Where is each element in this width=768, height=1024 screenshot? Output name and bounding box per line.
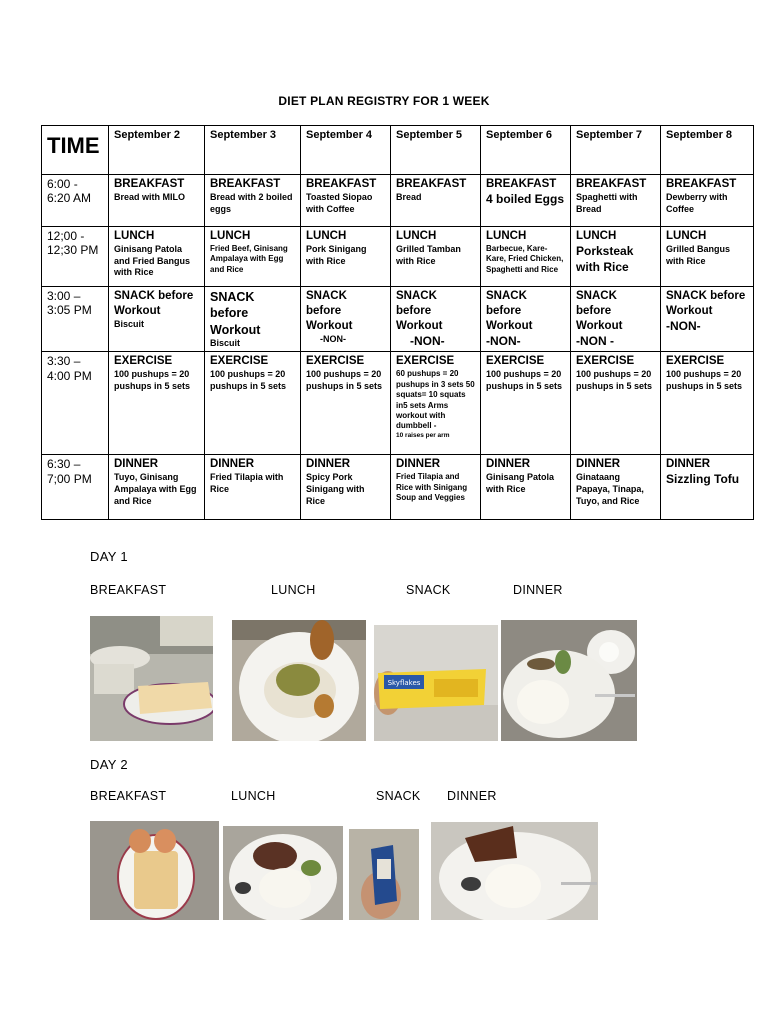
plan-cell bbox=[481, 175, 571, 227]
meal-label: DINNER bbox=[114, 458, 159, 471]
meal-label: SNACK before Workout bbox=[396, 290, 443, 332]
food-text: -NON- bbox=[486, 333, 521, 348]
day-1-label: DAY 1 bbox=[90, 549, 128, 564]
plan-cell bbox=[571, 175, 661, 227]
plan-cell bbox=[571, 287, 661, 352]
food-text: 100 pushups = 20 pushups in 5 sets bbox=[306, 369, 383, 392]
meal-label: LUNCH bbox=[666, 230, 707, 242]
date-sep-7: September 7 bbox=[576, 129, 643, 141]
plan-cell bbox=[391, 352, 481, 455]
meal-label: EXERCISE bbox=[396, 355, 455, 368]
date-sep-3: September 3 bbox=[210, 129, 277, 141]
food-text: -NON- bbox=[320, 333, 346, 344]
meal-label: BREAKFAST bbox=[306, 178, 377, 190]
food-text: Grilled Bangus with Rice bbox=[666, 243, 731, 266]
date-sep-4: September 4 bbox=[306, 129, 373, 141]
meal-label: LUNCH bbox=[486, 230, 527, 242]
meal-label: LUNCH bbox=[210, 230, 251, 242]
food-text: Fried Beef, Ginisang Ampalaya with Egg and Rice bbox=[210, 243, 288, 274]
food-text: Spicy Pork Sinigang with Rice bbox=[306, 472, 365, 506]
meal-label: LUNCH bbox=[576, 230, 617, 242]
plan-cell bbox=[109, 287, 205, 352]
plan-cell bbox=[205, 455, 301, 520]
plan-cell bbox=[109, 175, 205, 227]
plan-cell bbox=[661, 455, 754, 520]
plan-cell bbox=[205, 287, 301, 352]
plan-cell bbox=[571, 227, 661, 287]
day-2-snack-label: SNACK bbox=[376, 789, 421, 803]
food-text: Toasted Siopao with Coffee bbox=[306, 191, 373, 214]
food-text: Fried Tilapia and Rice with Sinigang Soup and Veggies bbox=[396, 472, 468, 503]
day-2-dinner-photo bbox=[431, 822, 598, 920]
day-2-lunch-photo bbox=[223, 826, 343, 920]
meal-label: DINNER bbox=[486, 458, 531, 471]
time-cell: 12;00 - 12;30 PM bbox=[42, 227, 109, 287]
meal-label: BREAKFAST bbox=[486, 178, 557, 190]
day-1-lunch-label: LUNCH bbox=[271, 583, 316, 597]
dinner-row bbox=[42, 455, 754, 520]
plan-cell bbox=[301, 352, 391, 455]
snack-pack-text: Skyflakes bbox=[387, 679, 421, 687]
meal-label: LUNCH bbox=[396, 230, 437, 242]
plan-cell bbox=[205, 352, 301, 455]
day-1-dinner-label: DINNER bbox=[513, 583, 563, 597]
meal-label: EXERCISE bbox=[114, 355, 173, 368]
time-cell: 3:00 – 3:05 PM bbox=[42, 287, 109, 352]
food-text: Ginisang Patola with Rice bbox=[486, 472, 555, 495]
meal-label: EXERCISE bbox=[210, 355, 269, 368]
meal-label: SNACK before Workout bbox=[486, 290, 533, 332]
day-2-breakfast-photo bbox=[90, 821, 219, 920]
day-2-lunch-label: LUNCH bbox=[231, 789, 276, 803]
day-2-snack-photo bbox=[349, 829, 419, 920]
meal-label: DINNER bbox=[210, 458, 255, 471]
food-text: -NON- bbox=[666, 318, 701, 333]
meal-label: EXERCISE bbox=[666, 355, 725, 368]
plan-cell bbox=[661, 352, 754, 455]
day-2-dinner-label: DINNER bbox=[447, 789, 497, 803]
food-text: Bread bbox=[396, 191, 422, 202]
date-sep-8: September 8 bbox=[666, 129, 733, 141]
food-text: Sizzling Tofu bbox=[666, 472, 740, 487]
date-cell bbox=[661, 126, 754, 175]
meal-label: BREAKFAST bbox=[114, 178, 185, 190]
meal-label: DINNER bbox=[306, 458, 351, 471]
date-sep-2: September 2 bbox=[114, 129, 181, 141]
plan-cell bbox=[109, 352, 205, 455]
exercise-row bbox=[42, 352, 754, 455]
lunch-row bbox=[42, 227, 754, 287]
day-1-lunch-photo bbox=[232, 620, 366, 741]
header-row bbox=[42, 126, 754, 175]
food-text: 4 boiled Eggs bbox=[486, 191, 565, 206]
day-2-label: DAY 2 bbox=[90, 757, 128, 772]
date-cell bbox=[109, 126, 205, 175]
food-text: 100 pushups = 20 pushups in 5 sets bbox=[210, 369, 287, 392]
plan-cell bbox=[109, 455, 205, 520]
meal-label: EXERCISE bbox=[306, 355, 365, 368]
date-cell bbox=[301, 126, 391, 175]
meal-label: SNACK before Workout bbox=[114, 290, 194, 317]
plan-cell bbox=[205, 227, 301, 287]
day-1-dinner-photo bbox=[501, 620, 637, 741]
snack-row bbox=[42, 287, 754, 352]
document-title: DIET PLAN REGISTRY FOR 1 WEEK bbox=[278, 94, 490, 108]
plan-cell bbox=[301, 175, 391, 227]
food-text: Porksteak with Rice bbox=[576, 243, 634, 274]
meal-label: SNACK before Workout bbox=[666, 290, 746, 317]
plan-cell bbox=[301, 227, 391, 287]
food-text: Tuyo, Ginisang Ampalaya with Egg and Rice bbox=[114, 472, 197, 506]
food-text: Bread with MILO bbox=[114, 191, 186, 202]
meal-label: SNACK before Workout bbox=[576, 290, 623, 332]
day-1-breakfast-photo bbox=[90, 616, 213, 741]
meal-label: DINNER bbox=[396, 458, 441, 471]
plan-cell bbox=[481, 455, 571, 520]
meal-label: BREAKFAST bbox=[396, 178, 467, 190]
food-text: Bread with 2 boiled eggs bbox=[210, 191, 293, 214]
food-text: Fried Tilapia with Rice bbox=[210, 472, 284, 495]
food-text: -NON- bbox=[410, 333, 445, 348]
date-cell bbox=[481, 126, 571, 175]
date-cell bbox=[571, 126, 661, 175]
plan-cell bbox=[391, 227, 481, 287]
meal-label: SNACK before Workout bbox=[210, 290, 261, 337]
plan-cell bbox=[481, 287, 571, 352]
day-2-breakfast-label: BREAKFAST bbox=[90, 789, 167, 803]
food-text: Spaghetti with Bread bbox=[576, 191, 638, 214]
meal-label: SNACK before Workout bbox=[306, 290, 353, 332]
plan-cell bbox=[571, 455, 661, 520]
time-header-cell bbox=[42, 126, 109, 175]
plan-cell bbox=[661, 227, 754, 287]
plan-cell bbox=[481, 352, 571, 455]
food-text: Barbecue, Kare-Kare, Fried Chicken, Spaghetti and Rice bbox=[486, 243, 564, 274]
food-text: Ginisang Patola and Fried Bangus with Rice bbox=[114, 243, 191, 278]
plan-cell bbox=[391, 175, 481, 227]
food-text: 100 pushups = 20 pushups in 5 sets bbox=[114, 369, 191, 392]
plan-cell bbox=[205, 175, 301, 227]
meal-label: LUNCH bbox=[306, 230, 347, 242]
food-text: Biscuit bbox=[114, 318, 145, 329]
food-text: 100 pushups = 20 pushups in 5 sets bbox=[486, 369, 563, 392]
date-cell bbox=[205, 126, 301, 175]
meal-label: DINNER bbox=[576, 458, 621, 471]
meal-label: LUNCH bbox=[114, 230, 155, 242]
meal-label: BREAKFAST bbox=[210, 178, 281, 190]
food-note: 10 raises per arm bbox=[396, 431, 450, 439]
day-1-snack-photo bbox=[374, 625, 498, 741]
time-cell: 3:30 – 4:00 PM bbox=[42, 352, 109, 455]
time-cell: 6:00 - 6:20 AM bbox=[42, 175, 109, 227]
food-text: Pork Sinigang with Rice bbox=[306, 243, 367, 266]
date-sep-5: September 5 bbox=[396, 129, 463, 141]
day-1-snack-label: SNACK bbox=[406, 583, 451, 597]
meal-label: EXERCISE bbox=[486, 355, 545, 368]
plan-cell bbox=[481, 227, 571, 287]
plan-cell bbox=[301, 455, 391, 520]
day-1-breakfast-label: BREAKFAST bbox=[90, 583, 167, 597]
meal-label: BREAKFAST bbox=[576, 178, 647, 190]
plan-cell bbox=[109, 227, 205, 287]
meal-label: BREAKFAST bbox=[666, 178, 737, 190]
time-cell: 6:30 – 7;00 PM bbox=[42, 455, 109, 520]
food-text: Ginataang Papaya, Tinapa, Tuyo, and Rice bbox=[576, 472, 644, 506]
breakfast-row bbox=[42, 175, 754, 227]
plan-cell bbox=[661, 175, 754, 227]
plan-cell bbox=[571, 352, 661, 455]
plan-cell bbox=[301, 287, 391, 352]
time-header: TIME bbox=[47, 133, 100, 158]
food-text: -NON - bbox=[576, 333, 614, 348]
plan-cell bbox=[391, 287, 481, 352]
food-text: 60 pushups = 20 pushups in 3 sets 50 squats= 10 squats in5 sets Arms workout with dumbbell - bbox=[396, 369, 475, 431]
meal-label: EXERCISE bbox=[576, 355, 635, 368]
plan-cell bbox=[661, 287, 754, 352]
date-sep-6: September 6 bbox=[486, 129, 553, 141]
food-text: 100 pushups = 20 pushups in 5 sets bbox=[666, 369, 743, 392]
meal-label: DINNER bbox=[666, 458, 711, 471]
food-text: Dewberry with Coffee bbox=[666, 191, 728, 214]
food-text: Grilled Tamban with Rice bbox=[396, 243, 461, 266]
date-cell bbox=[391, 126, 481, 175]
food-text: 100 pushups = 20 pushups in 5 sets bbox=[576, 369, 653, 392]
plan-cell bbox=[391, 455, 481, 520]
diet-plan-table bbox=[41, 125, 754, 520]
food-text: Biscuit bbox=[210, 337, 241, 348]
